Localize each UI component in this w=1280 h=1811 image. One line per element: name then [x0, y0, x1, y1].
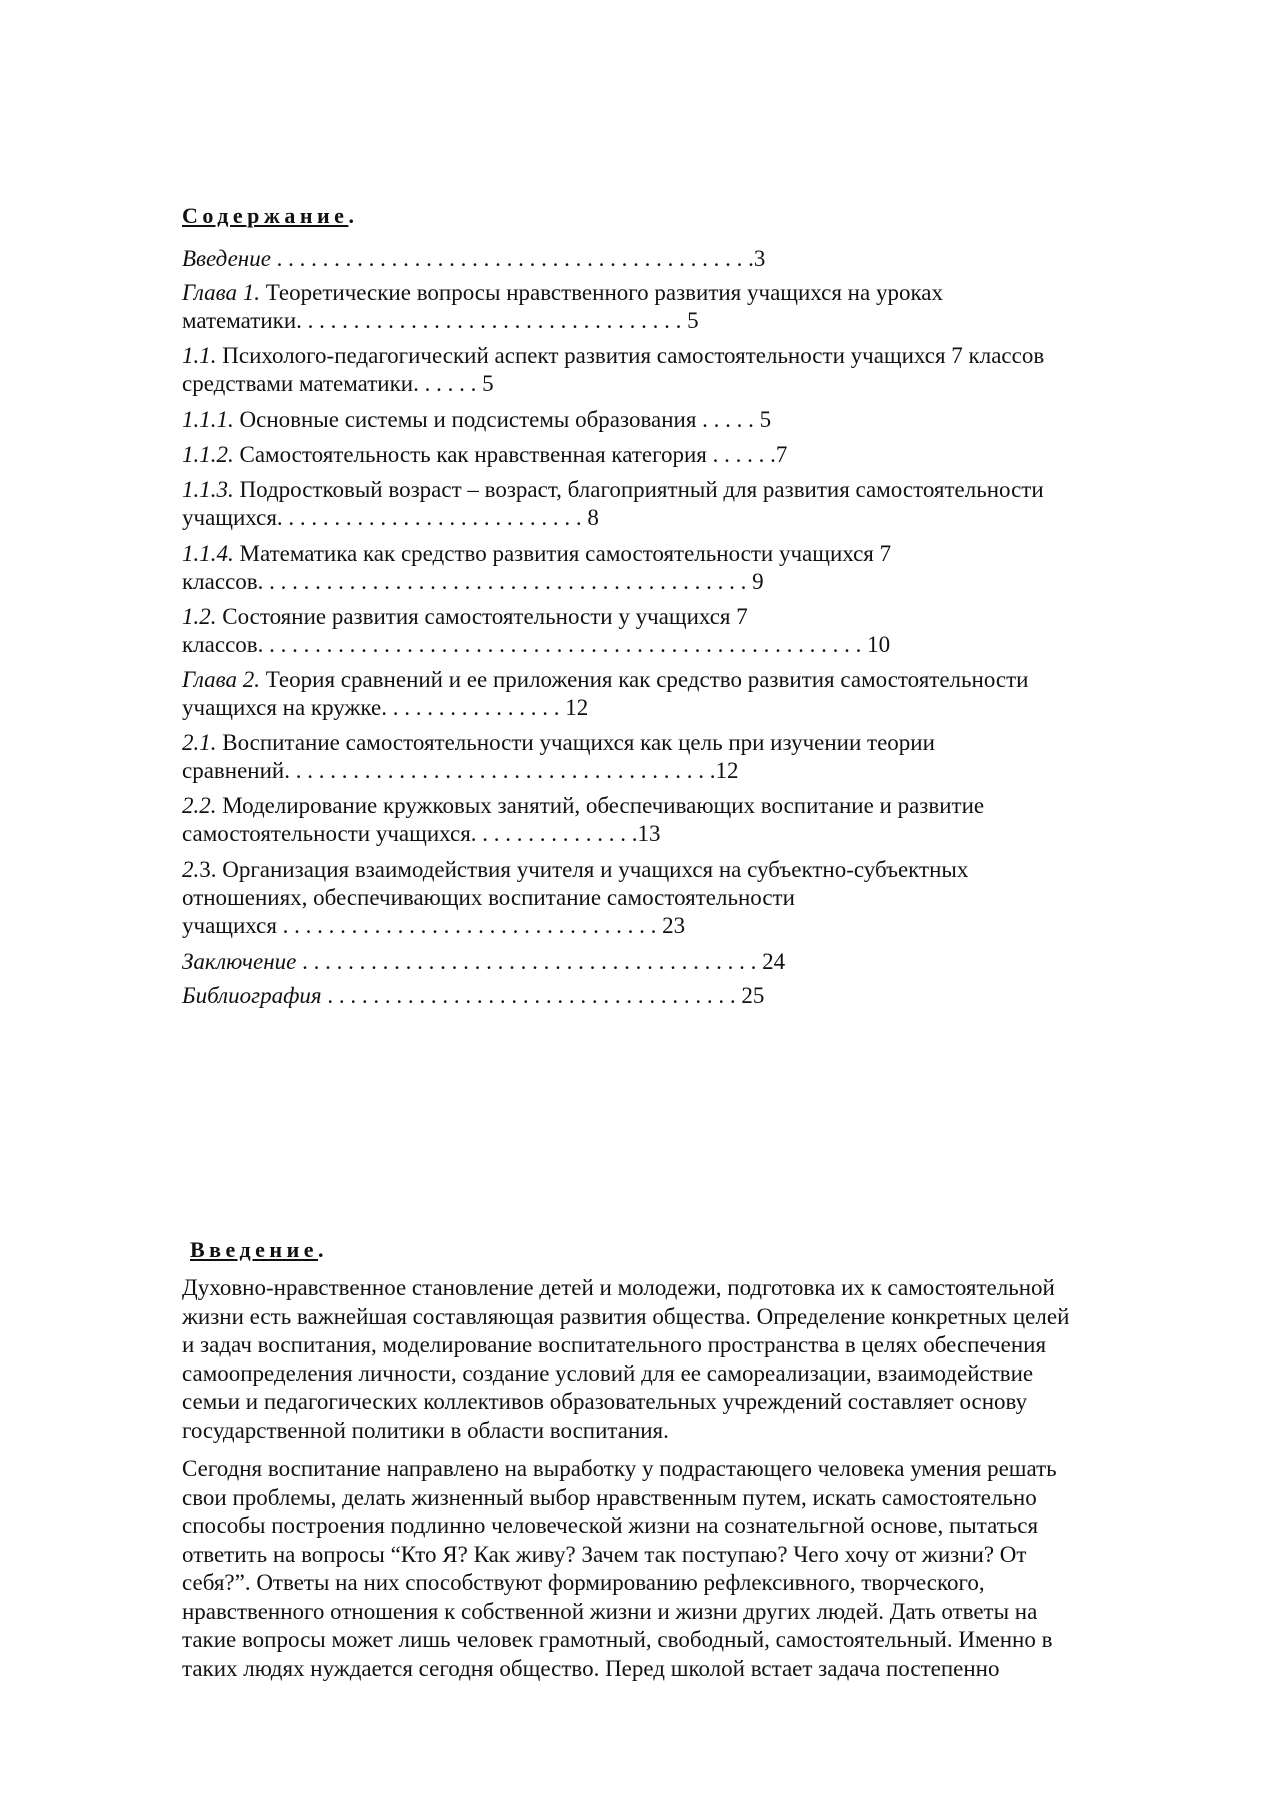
paragraph-line: государственной политики в области воспитания.	[182, 1417, 669, 1443]
toc-entry-text: . . . . . . . . . . . . . . . . . . . . . . . . . . . . . . . . . . . . . . . . 24	[296, 949, 786, 974]
toc-entry-text: Подростковый возраст – возраст, благоприятный для развития самостоятельности	[233, 477, 1044, 502]
toc-entry-text: учащихся на кружке. . . . . . . . . . . . . . . . 12	[182, 695, 589, 720]
toc-entry-text: Воспитание самостоятельности учащихся как цель при изучении теории	[216, 730, 935, 755]
paragraph-line: семьи и педагогических коллективов образовательных учреждений составляет основу	[182, 1389, 1028, 1414]
toc-entry-text: отношениях, обеспечивающих воспитание самостоятельности	[182, 885, 795, 910]
toc-entry-number: 1.1.1.	[182, 407, 234, 432]
toc-entry	[182, 342, 1182, 398]
toc-heading-dot: .	[348, 203, 359, 228]
intro-heading-text: Введение	[190, 1237, 319, 1262]
toc-entry-number: 1.1.	[182, 343, 217, 368]
paragraph-line: свои проблемы, делать жизненный выбор нравственным путем, искать самостоятельно	[182, 1484, 1037, 1510]
toc-entry-text: . . . . . . . . . . . . . . . . . . . . . . . . . . . . . . . . . . . . . . . . . .3	[270, 246, 766, 271]
paragraph-line: ответить на вопросы “Кто Я? Как живу? Зачем так поступаю? Чего хочу от жизни? От	[182, 1541, 1027, 1567]
toc-entry-text: сравнений. . . . . . . . . . . . . . . . . . . . . . . . . . . . . . . . . . . . . .12	[182, 758, 739, 783]
paragraph-line: себя?”. Ответы на них способствуют формированию рефлексивного, творческого,	[182, 1570, 985, 1595]
paragraph-line: такие вопросы может лишь человек грамотный, свободный, самостоятельный. Именно в	[182, 1627, 1053, 1652]
toc-heading	[182, 203, 358, 229]
toc-entry-text: Психолого-педагогический аспект развития самостоятельности учащихся 7 классов	[216, 343, 1045, 368]
toc-entry	[182, 948, 1182, 976]
toc-entry	[182, 406, 1182, 434]
toc-entry-text: Основные системы и подсистемы образования . . . . . 5	[233, 407, 772, 432]
toc-entry	[182, 245, 1182, 273]
intro-heading	[190, 1237, 328, 1263]
toc-entry-text: самостоятельности учащихся. . . . . . . . . . . . . . .13	[182, 821, 661, 846]
toc-entry-number: 1.1.2.	[182, 442, 234, 467]
toc-entry-text: средствами математики. . . . . . 5	[182, 371, 494, 396]
toc-entry	[182, 792, 1182, 848]
paragraph-line: таких людях нуждается сегодня общество. Перед школой встает задача постепенно	[182, 1655, 1000, 1681]
toc-entry	[182, 476, 1182, 532]
toc-entry-text: Математика как средство развития самостоятельности учащихся 7	[233, 541, 892, 566]
paragraph-line: самоопределения личности, создание условий для ее самореализации, взаимодействие	[182, 1360, 1034, 1386]
toc-entry	[182, 441, 1182, 469]
toc-entry-text: Состояние развития самостоятельности у учащихся 7	[216, 604, 748, 629]
toc-entry	[182, 279, 1182, 335]
toc-entry-text: Самостоятельность как нравственная категория . . . . . .7	[233, 442, 788, 467]
toc-entry	[182, 540, 1182, 596]
toc-heading-text: Содержание	[182, 203, 349, 228]
toc-entry-text: . . . . . . . . . . . . . . . . . . . . . . . . . . . . . . . . . . . . 25	[321, 983, 765, 1008]
paragraph-line: Духовно-нравственное становление детей и молодежи, подготовка их к самостоятельной	[182, 1275, 1055, 1300]
toc-entry-number: 1.1.3.	[182, 477, 234, 502]
toc-entry-text: математики. . . . . . . . . . . . . . . . . . . . . . . . . . . . . . . . . . 5	[182, 308, 699, 333]
toc-entry-text: Моделирование кружковых занятий, обеспечивающих воспитание и развитие	[216, 793, 985, 818]
toc-entry-text: 3. Организация взаимодействия учителя и учащихся на субъектно-субъектных	[199, 857, 969, 882]
intro-paragraph	[182, 1455, 1202, 1683]
toc-entry-text: учащихся. . . . . . . . . . . . . . . . . . . . . . . . . . . 8	[182, 505, 599, 530]
toc-entry-number: Глава 1.	[182, 280, 260, 305]
toc-entry	[182, 666, 1182, 722]
paragraph-line: и задач воспитания, моделирование воспитательного пространства в целях обеспечения	[182, 1332, 1047, 1357]
table-of-contents	[182, 238, 1182, 1010]
toc-entry	[182, 856, 1182, 940]
toc-entry	[182, 982, 1182, 1010]
paragraph-line: нравственного отношения к собственной жизни и жизни других людей. Дать ответы на	[182, 1598, 1038, 1624]
paragraph-line: жизни есть важнейшая составляющая развития общества. Определение конкретных целей	[182, 1303, 1070, 1329]
paragraph-line: Сегодня воспитание направлено на выработку у подрастающего человека умения решать	[182, 1456, 1057, 1481]
intro-paragraph	[182, 1274, 1202, 1445]
paragraph-line: способы построения подлинно человеческой жизни на сознательгной основе, пытаться	[182, 1513, 1039, 1538]
toc-entry-number: 2.	[182, 857, 200, 882]
toc-entry-number: Заключение	[182, 949, 297, 974]
toc-entry-number: 1.2.	[182, 604, 217, 629]
toc-entry-number: Глава 2.	[182, 667, 260, 692]
intro-body	[182, 1274, 1202, 1683]
toc-entry-text: классов. . . . . . . . . . . . . . . . . . . . . . . . . . . . . . . . . . . . . . . . . . . 9	[182, 569, 764, 594]
toc-entry-text: Теория сравнений и ее приложения как средство развития самостоятельности	[260, 667, 1029, 692]
toc-entry-number: 1.1.4.	[182, 541, 234, 566]
toc-entry-text: классов. . . . . . . . . . . . . . . . . . . . . . . . . . . . . . . . . . . . . . . . . . . . . . . . . . . . . 10	[182, 632, 891, 657]
toc-entry-number: Введение	[182, 246, 271, 271]
toc-entry-number: Библиография	[182, 983, 322, 1008]
toc-entry-text: Теоретические вопросы нравственного развития учащихся на уроках	[260, 280, 943, 305]
toc-entry	[182, 729, 1182, 785]
toc-entry-text: учащихся . . . . . . . . . . . . . . . . . . . . . . . . . . . . . . . . . 23	[182, 913, 686, 938]
toc-entry-number: 2.2.	[182, 793, 217, 818]
intro-heading-dot: .	[318, 1237, 329, 1262]
toc-entry	[182, 603, 1182, 659]
toc-entry-number: 2.1.	[182, 730, 217, 755]
